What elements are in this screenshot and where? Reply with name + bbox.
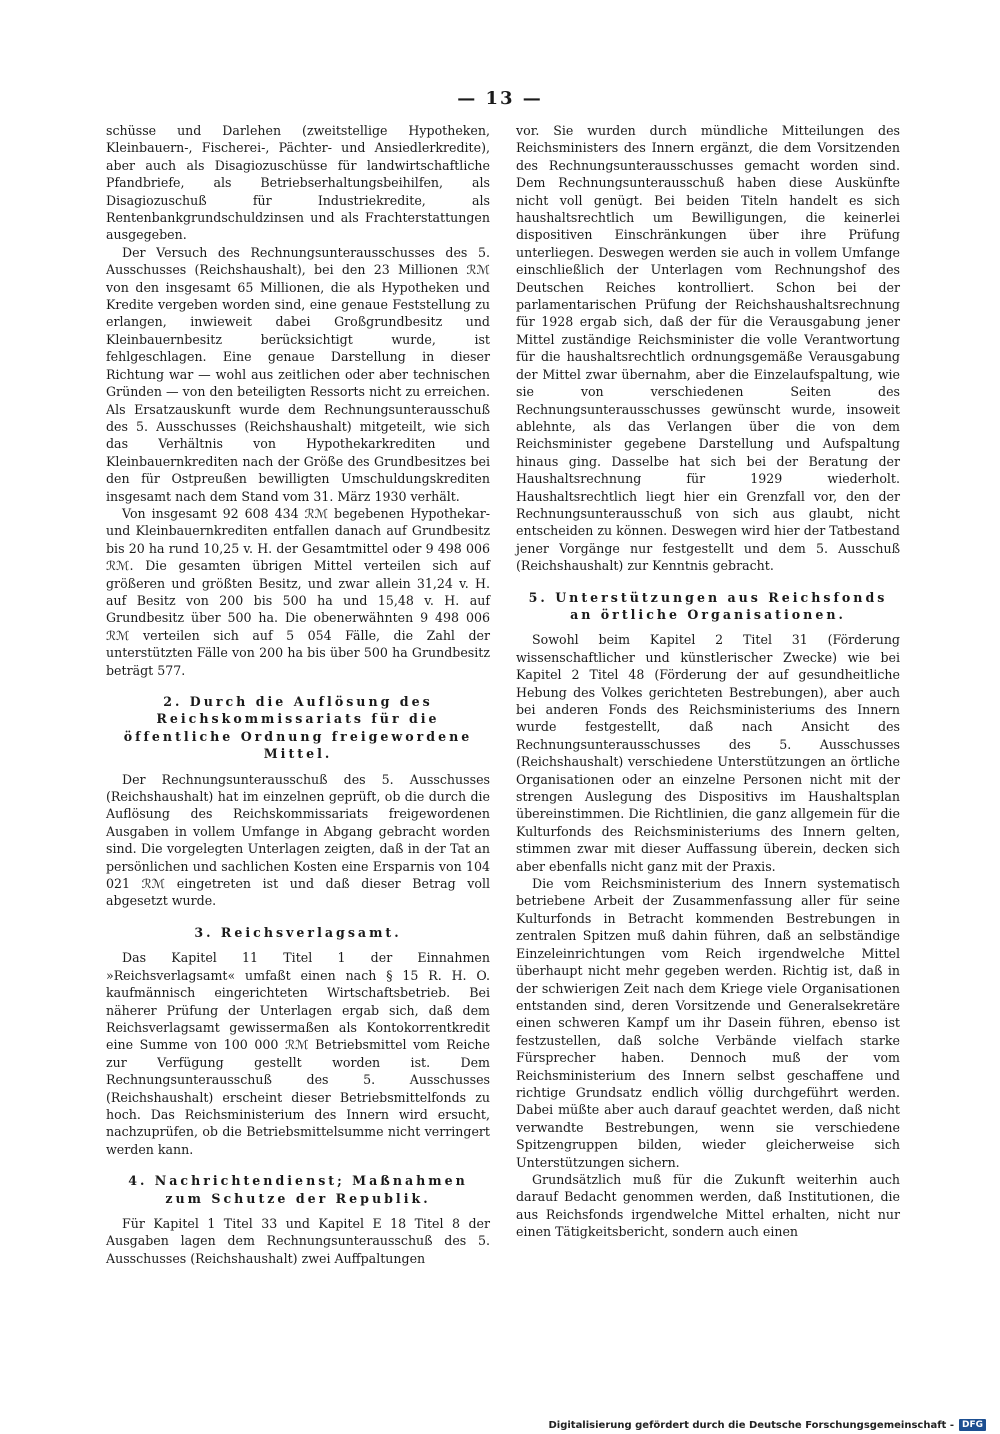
- section-heading: 4. Nachrichtendienst; Maßnahmen zum Schutze der Republik.: [128, 1173, 468, 1206]
- paragraph: Von insgesamt 92 608 434 ℛℳ begebenen Hypothekar- und Kleinbauernkrediten entfallen danach auf Grundbesitz bis 20 ha rund 10,25 v. H. der Gesamtmittel oder 9 498 006 ℛℳ. Die gesamten übrigen Mittel verteilen sich auf größeren und größten Besitz, und zwar allein 31,24 v. H. auf Besitz von 200 bis 500 ha und 15,48 v. H. auf Grundbesitz über 500 ha. Die obenerwähnten 9 498 006 ℛℳ verteilen sich auf 5 054 Fälle, die Zahl der unterstützten Fälle von 200 ha bis über 500 ha Grundbesitz beträgt 577.: [106, 505, 490, 678]
- page-number: — 13 —: [457, 88, 543, 109]
- paragraph: Der Rechnungsunterausschuß des 5. Ausschusses (Reichshaushalt) hat im einzelnen geprüft, ob die durch die Auflösung des Reichskommissariats freigewordenen Ausgaben in vollem Umfange in Abgang gebracht worden sind. Die vorgelegten Unterlagen zeigten, daß in der Tat an persönlichen und sachlichen Kosten eine Ersparnis von 104 021 ℛℳ eingetreten ist und daß dieser Betrag voll abgesetzt wurde.: [106, 771, 490, 909]
- right-column: [516, 122, 900, 1241]
- dfg-logo: DFG: [959, 1419, 986, 1431]
- paragraph: Grundsätzlich muß für die Zukunft weiterhin auch darauf Bedacht genommen werden, daß Institutionen, die aus Reichsfonds irgendwelche Mittel erhalten, nicht nur einen Tätigkeitsbericht, sondern auch einen: [516, 1171, 900, 1240]
- footer-text: Digitalisierung gefördert durch die Deutsche Forschungsgemeinschaft -: [548, 1419, 954, 1431]
- section-heading: 5. Unterstützungen aus Reichsfonds an örtliche Organisationen.: [528, 589, 888, 622]
- paragraph: Für Kapitel 1 Titel 33 und Kapitel E 18 Titel 8 der Ausgaben lagen dem Rechnungsunterausschuß des 5. Ausschusses (Reichshaushalt) zwei Auffpaltungen: [106, 1215, 490, 1266]
- digitization-footer: [548, 1418, 986, 1432]
- paragraph: Sowohl beim Kapitel 2 Titel 31 (Förderung wissenschaftlicher und künstlerischer Zwecke) wie bei Kapitel 2 Titel 48 (Förderung der auf gesundheitliche Hebung des Volkes gerichteten Bestrebungen), aber auch bei anderen Fonds des Reichsministeriums des Innern wurde festgestellt, daß nach Ansicht des Rechnungsunterausschusses des 5. Ausschusses (Reichshaushalt) verschiedene Unterstützungen an örtliche Organisationen oder an einzelne Personen nicht mit der strengen Auslegung des Dispositivs im Haushaltsplan übereinstimmen. Die Richtlinien, die ganz allgemein für die Kulturfonds des Reichsministeriums des Innern gelten, stimmen zwar mit dieser Auffassung überein, decken sich aber ebenfalls nicht ganz mit der Praxis.: [516, 632, 900, 874]
- section-heading: 3. Reichsverlagsamt.: [194, 924, 402, 940]
- paragraph: Der Versuch des Rechnungsunterausschusses des 5. Ausschusses (Reichshaushalt), bei den 23 Millionen ℛℳ von den insgesamt 65 Millionen, die als Hypotheken und Kredite vergeben worden sind, eine genaue Feststellung zu erlangen, inwieweit dabei Großgrundbesitz und Kleinbauernbesitz berücksichtigt wurde, ist fehlgeschlagen. Eine genaue Darstellung in dieser Richtung war — wohl aus zeitlichen oder aber technischen Gründen — von den beteiligten Ressorts nicht zu erreichen. Als Ersatzauskunft wurde dem Rechnungsunterausschuß des 5. Ausschusses (Reichshaushalt) mitgeteilt, wie sich das Verhältnis von Hypothekarkrediten und Kleinbauernkrediten nach der Größe des Grundbesitzes bei den für Ostpreußen bewilligten Umschuldungskrediten insgesamt nach dem Stand vom 31. März 1930 verhält.: [106, 244, 490, 504]
- paragraph: vor. Sie wurden durch mündliche Mitteilungen des Reichsministers des Innern ergänzt, die dem Vorsitzenden des Rechnungsunterausschusses gemacht worden sind. Dem Rechnungsunterausschuß haben diese Auskünfte nicht voll genügt. Bei beiden Titeln handelt es sich haushaltsrechtlich um Bewilligungen, die keinerlei dispositiven Einschränkungen über ihre Prüfung unterliegen. Deswegen werden sie auch in vollem Umfange einschließlich der Unterlagen vom Rechnungshof des Deutschen Reiches kontrolliert. Schon bei der parlamentarischen Prüfung der Reichshaushaltsrechnung für 1928 ergab sich, daß der für die Verausgabung jener Mittel zuständige Reichsminister die volle Verantwortung für die haushaltsrechtlich ordnungsgemäße Verausgabung der Mittel zwar übernahm, aber die Einzelaufspaltung, wie sie von verschiedenen Seiten des Rechnungsunterausschusses gewünscht wurde, insoweit ablehnte, als das Verlangen über die von dem Reichsminister gegebene Darstellung und Aufspaltung hinaus ging. Dasselbe hat sich bei der Beratung der Haushaltsrechnung für 1929 wiederholt. Haushaltsrechtlich liegt hier ein Grenzfall vor, den der Rechnungsunterausschuß von sich aus glaubt, nicht entscheiden zu können. Deswegen wird hier der Tatbestand jener Vorgänge nur festgestellt und dem 5. Ausschuß (Reichshaushalt) zur Kenntnis gebracht.: [516, 123, 900, 574]
- section-heading: 2. Durch die Auflösung des Reichskommissariats für die öffentliche Ordnung freigewordene Mittel.: [123, 694, 473, 762]
- paragraph: schüsse und Darlehen (zweitstellige Hypotheken, Kleinbauern-, Fischerei-, Pächter- und Ansiedlerkredite), aber auch als Disagiozuschüsse für landwirtschaftliche Pfandbriefe, als Betriebserhaltungsbeihilfen, als Disagiozuschuß für Industriekredite, als Rentenbankgrundschuldzinsen und als Frachterstattungen ausgegeben.: [106, 123, 490, 243]
- left-column: [106, 122, 490, 1267]
- paragraph: Das Kapitel 11 Titel 1 der Einnahmen »Reichsverlagsamt« umfaßt einen nach § 15 R. H. O. kaufmännisch eingerichteten Wirtschaftsbetrieb. Bei näherer Prüfung der Unterlagen ergab sich, daß dem Reichsverlagsamt gewissermaßen als Kontokorrentkredit eine Summe von 100 000 ℛℳ Betriebsmittel vom Reiche zur Verfügung gestellt worden ist. Dem Rechnungsunterausschuß des 5. Ausschusses (Reichshaushalt) erscheint dieser Betriebsmittelfonds zu hoch. Das Reichsministerium des Innern wird ersucht, nachzuprüfen, ob die Betriebsmittelsumme nicht verringert werden kann.: [106, 950, 490, 1157]
- paragraph: Die vom Reichsministerium des Innern systematisch betriebene Arbeit der Zusammenfassung aller für seine Kulturfonds in Betracht kommenden Bestrebungen in zentralen Spitzen muß dahin führen, daß an selbständige Einzeleinrichtungen vom Reich irgendwelche Mittel überhaupt nicht mehr gegeben werden. Richtig ist, daß in der schwierigen Zeit nach dem Kriege viele Organisationen entstanden sind, deren Vorsitzende und Generalsekretäre einen schweren Kampf um ihr Dasein führen, ebenso ist festzustellen, daß solche Verbände vielfach starke Fürsprecher haben. Dennoch muß der vom Reichsministerium des Innern selbst geschaffene und richtige Grundsatz endlich völlig durchgeführt werden. Dabei müßte aber auch darauf geachtet werden, daß nicht verwandte Bestrebungen, wenn sie verschiedene Spitzengruppen bilden, wieder gleicherweise sich Unterstützungen sichern.: [516, 876, 900, 1170]
